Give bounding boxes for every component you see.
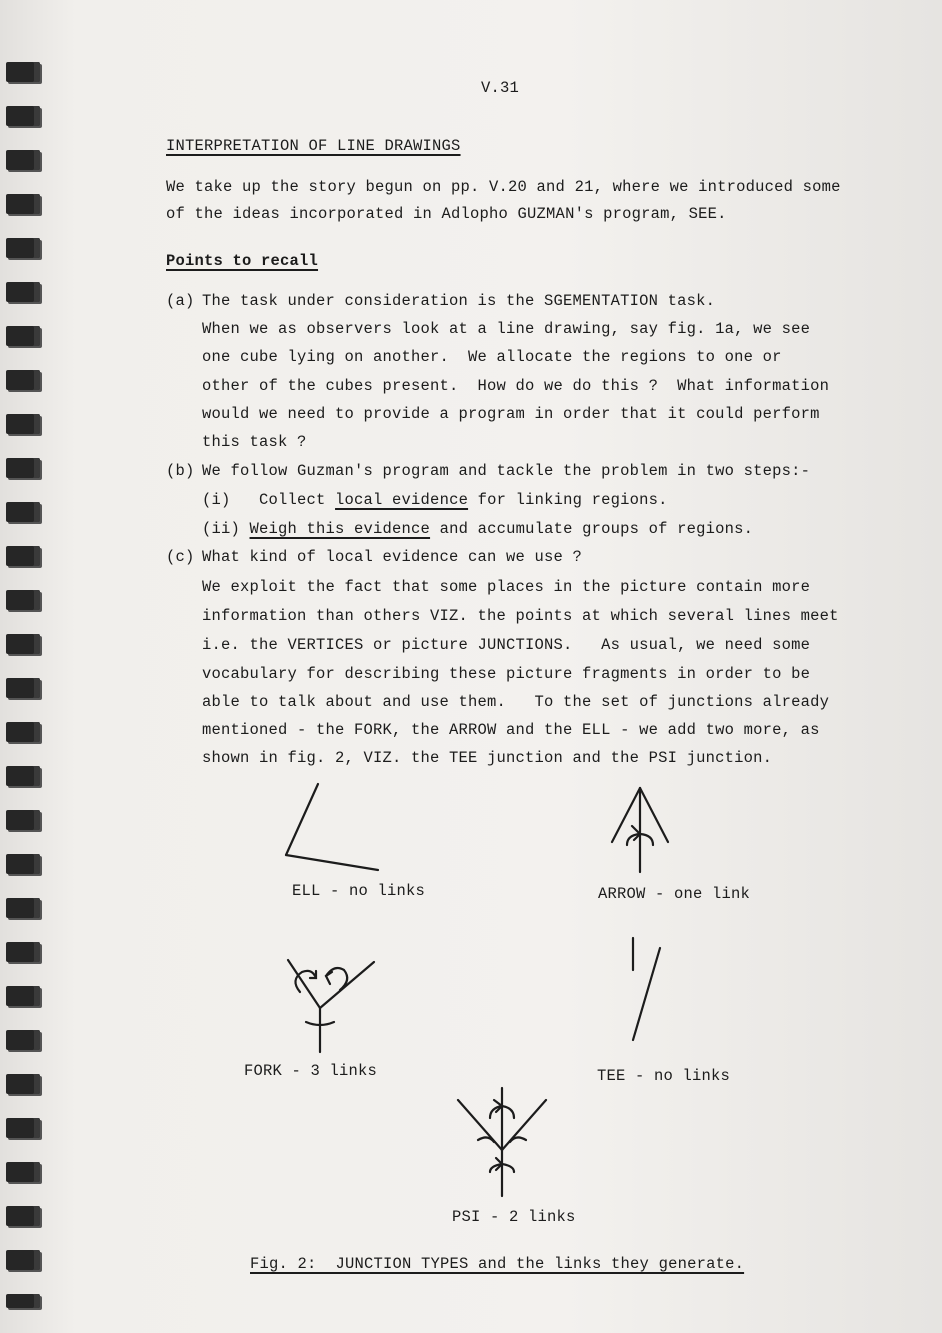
item-a-line: The task under consideration is the SGEMENTATION task. [202,292,716,310]
arrow-junction-drawing [612,788,668,872]
step-text: for linking regions. [468,491,668,509]
tee-label: TEE - no links [597,1067,731,1085]
item-a-line: When we as observers look at a line drawing, say fig. 1a, we see [202,320,811,338]
item-a-line: would we need to provide a program in order that it could perform [202,405,820,423]
item-label: (a) [166,292,195,310]
psi-junction-drawing [458,1088,546,1196]
page-number: V.31 [481,79,520,97]
tee-junction-drawing [633,938,660,1040]
step-underlined: Weigh this evidence [249,520,431,538]
item-c-line: We exploit the fact that some places in the picture contain more [202,578,811,596]
item-a-line: this task ? [202,433,307,451]
item-c-line: What kind of local evidence can we use ? [202,548,583,566]
arrow-label: ARROW - one link [598,885,751,903]
item-label: (b) [166,462,195,480]
step-text: and accumulate groups of regions. [430,520,754,538]
intro-line: We take up the story begun on pp. V.20 and 21, where we introduced some [166,178,841,196]
intro-line: of the ideas incorporated in Adlopho GUZMAN's program, SEE. [166,205,727,223]
item-b-line: We follow Guzman's program and tackle the problem in two steps:- [202,462,811,480]
item-c-line: vocabulary for describing these picture fragments in order to be [202,665,811,683]
step-number: (i) [202,491,231,509]
fork-label: FORK - 3 links [244,1062,378,1080]
step-number: (ii) [202,520,241,538]
item-label: (c) [166,548,195,566]
subheading: Points to recall [166,252,319,270]
section-heading: INTERPRETATION OF LINE DRAWINGS [166,137,461,155]
item-c-line: mentioned - the FORK, the ARROW and the ELL - we add two more, as [202,721,820,739]
ell-label: ELL - no links [292,882,426,900]
fork-junction-drawing [288,960,374,1052]
ell-junction-drawing [286,784,378,870]
item-c-line: able to talk about and use them. To the set of junctions already [202,693,830,711]
item-c-line: information than others VIZ. the points at which several lines meet [202,607,839,625]
psi-label: PSI - 2 links [452,1208,576,1226]
item-a-line: other of the cubes present. How do we do this ? What information [202,377,830,395]
figure-caption: Fig. 2: JUNCTION TYPES and the links they generate. [250,1255,745,1273]
item-c-line: i.e. the VERTICES or picture JUNCTIONS. As usual, we need some [202,636,811,654]
item-c-line: shown in fig. 2, VIZ. the TEE junction and the PSI junction. [202,749,773,767]
step-text: Collect [259,491,336,509]
item-a-line: one cube lying on another. We allocate the regions to one or [202,348,782,366]
step-underlined: local evidence [335,491,469,509]
